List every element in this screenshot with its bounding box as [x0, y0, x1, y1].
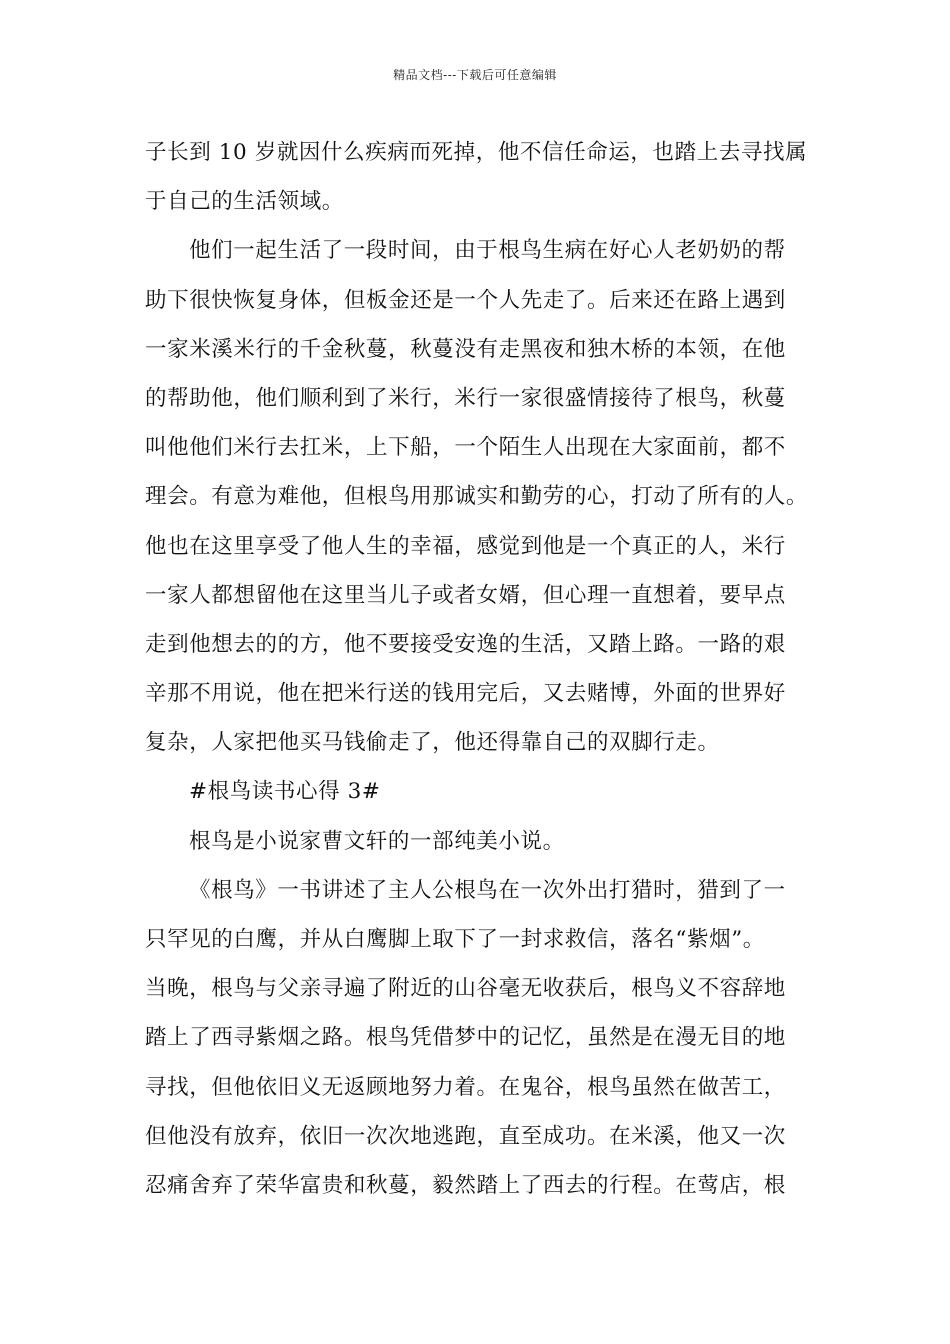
- text-line: 的帮助他，他们顺利到了米行，米行一家很盛情接待了根鸟，秋蔓: [145, 385, 786, 411]
- text-line: 只罕见的白鹰，并从白鹰脚上取下了一封求救信，落名“紫烟”。: [145, 927, 765, 952]
- text-line: 当晚，根鸟与父亲寻遍了附近的山谷毫无收获后，根鸟义不容辞地: [145, 976, 786, 1002]
- text-line: 寻找，但他依旧义无返顾地努力着。在鬼谷，根鸟虽然在做苦工，: [145, 1074, 786, 1100]
- text-line: 他也在这里享受了他人生的幸福，感觉到他是一个真正的人，米行: [145, 533, 786, 559]
- text-line: 子长到 10 岁就因什么疾病而死掉，他不信任命运，也踏上去寻找属: [145, 140, 808, 165]
- text-line: 走到他想去的的方，他不要接受安逸的生活，又踏上路。一路的艰: [145, 631, 786, 657]
- text-line: 助下很快恢复身体，但板金还是一个人先走了。后来还在路上遇到: [145, 287, 786, 313]
- text-line: 《根鸟》一书讲述了主人公根鸟在一次外出打猎时，猎到了一: [189, 877, 786, 903]
- text-line: 但他没有放弃，依旧一次次地逃跑，直至成功。在米溪，他又一次: [145, 1123, 786, 1149]
- text-line: 根鸟是小说家曹文轩的一部纯美小说。: [189, 828, 565, 854]
- text-line: 复杂，人家把他买马钱偷走了，他还得靠自己的双脚行走。: [145, 730, 720, 756]
- text-line: 忍痛舍弃了荣华富贵和秋蔓，毅然踏上了西去的行程。在莺店，根: [145, 1172, 786, 1198]
- page-header: 精品文档---下载后可任意编辑: [393, 68, 557, 82]
- text-line: #根鸟读书心得 3#: [189, 779, 381, 805]
- text-line: 叫他他们米行去扛米，上下船，一个陌生人出现在大家面前，都不: [145, 435, 786, 461]
- text-line: 理会。有意为难他，但根鸟用那诚实和勤劳的心，打动了所有的人。: [145, 484, 809, 510]
- text-line: 一家人都想留他在这里当儿子或者女婿，但心理一直想着，要早点: [145, 582, 786, 608]
- text-line: 他们一起生活了一段时间，由于根鸟生病在好心人老奶奶的帮: [189, 238, 786, 264]
- text-line: 踏上了西寻紫烟之路。根鸟凭借梦中的记忆，虽然是在漫无目的地: [145, 1025, 786, 1051]
- text-line: 辛那不用说，他在把米行送的钱用完后，又去赌博，外面的世界好: [145, 681, 786, 707]
- document-body: [145, 128, 815, 1210]
- text-line: 于自己的生活领域。: [145, 189, 344, 215]
- text-line: 一家米溪米行的千金秋蔓，秋蔓没有走黑夜和独木桥的本领，在他: [145, 336, 786, 362]
